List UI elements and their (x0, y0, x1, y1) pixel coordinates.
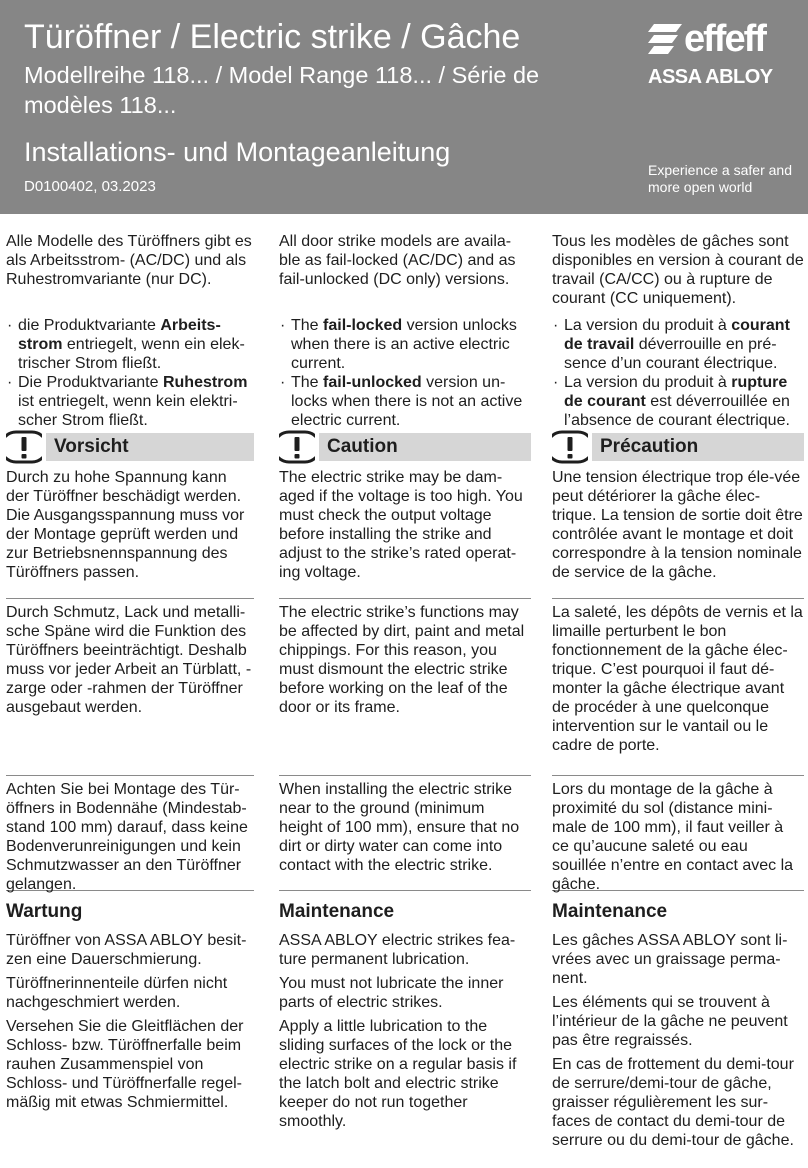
maintenance-text-3: Apply a little lubrication to the sliding surfaces of the lock or the electric strike on a regular basis if the latch bolt and electric strike keeper do not run together smoothly. (279, 1018, 517, 1130)
list-item: · Die Produktvariante Ruhestrom ist entriegelt, wenn kein elektri-scher Strom fließt. (6, 373, 254, 430)
maintenance-text-1: Les gâches ASSA ABLOY sont li-vrées avec un graissage perma-nent. (552, 932, 788, 987)
exclamation-warning-icon (552, 430, 588, 464)
maintenance-section (552, 890, 804, 1150)
warning-dirt-text: The electric strike’s functions may be affected by dirt, paint and metal chippings. For this reason, you must dismount the electric strike before working on the leaf of the door or its frame. (279, 598, 531, 765)
header-banner (0, 0, 808, 214)
intro-text: Tous les modèles de gâches sont disponibles en version à courant de travail (CA/CC) ou à rupture de courant (CC uniquement). (552, 233, 804, 307)
intro-text: All door strike models are availa-ble as fail-locked (AC/DC) and as fail-unlocked (DC only) versions. (279, 233, 516, 288)
ground-installation-text: When installing the electric strike near to the ground (minimum height of 100 mm), ensure that no dirt or dirty water can come into contact with the electric strike. (279, 775, 531, 890)
document-id: D0100402, 03.2023 (24, 178, 156, 195)
list-item: · The fail-unlocked version un-locks when there is not an active electric current. (279, 373, 531, 430)
ground-installation-text: Lors du montage de la gâche à proximité du sol (distance mini-male de 100 mm), il faut veiller à ce qu’aucune saleté ou eau souillée n’entre en contact avec la gâche. (552, 775, 804, 890)
warning-title: Caution (319, 433, 531, 461)
maintenance-text-2: Les éléments qui se trouvent à l’intérieur de la gâche ne peuvent pas être regraissés. (552, 994, 788, 1049)
warning-header (552, 430, 804, 464)
column-german (6, 232, 254, 1117)
variant-list (279, 316, 531, 429)
ground-installation-text: Achten Sie bei Montage des Tür-öffners in Bodennähe (Mindestab-stand 100 mm) darauf, dass keine Bodenverunreinigungen und kein Schmutzwasser an den Türöffner gelangen. (6, 775, 254, 890)
model-range-subtitle: Modellreihe 118... / Model Range 118... / Série de modèles 118... (24, 62, 540, 118)
maintenance-text-3: En cas de frottement du demi-tour de serrure/demi-tour de gâche, graisser régulièrement les sur-faces de contact du demi-tour de serrure ou du demi-tour de gâche. (552, 1056, 794, 1149)
effeff-assa-abloy-logo (648, 20, 788, 88)
document-title: Türöffner / Electric strike / Gâche (24, 18, 521, 56)
maintenance-text-2: You must not lubricate the inner parts of electric strikes. (279, 975, 504, 1011)
exclamation-warning-icon (279, 430, 315, 464)
warning-title: Vorsicht (46, 433, 254, 461)
maintenance-text-3: Versehen Sie die Gleitflächen der Schloss- bzw. Türöffnerfalle beim rauhen Zusammenspiel von Schloss- und Türöffnerfalle regel-mäßig mit etwas Schmiermittel. (6, 1018, 244, 1111)
logo-company-text: ASSA ABLOY (648, 66, 773, 88)
maintenance-text-1: Türöffner von ASSA ABLOY besit-zen eine Dauerschmierung. (6, 932, 247, 968)
installation-heading: Installations- und Montageanleitung (24, 137, 451, 167)
exclamation-warning-icon (6, 430, 42, 464)
warning-dirt-text: La saleté, les dépôts de vernis et la limaille perturbent le bon fonctionnement de la gâche élec-trique. C’est pourquoi il faut dé-monter la gâche électrique avant de procéder à une quelconque intervention sur le vantail ou le cadre de porte. (552, 598, 804, 765)
warning-voltage-text: Une tension électrique trop éle-vée peut détériorer la gâche élec-trique. La tension de sortie doit être contrôlée avant le montage et doit correspondre à la tension nominale de service de la gâche. (552, 469, 803, 581)
logo-brand-text: effeff (684, 18, 765, 60)
column-french (552, 232, 804, 1155)
maintenance-section (279, 890, 531, 1131)
maintenance-heading: Maintenance (279, 901, 395, 922)
list-item: · La version du produit à courant de travail déverrouille en pré-sence d’un courant électrique. (552, 316, 804, 373)
warning-dirt-text: Durch Schmutz, Lack und metalli-sche Späne wird die Funktion des Türöffners beeinträchtigt. Deshalb muss vor jeder Arbeit an Türblatt, -zarge oder -rahmen der Türöffner ausgebaut werden. (6, 598, 254, 765)
list-item: · The fail-locked version unlocks when there is an active electric current. (279, 316, 531, 373)
warning-title: Précaution (592, 433, 804, 461)
tagline: Experience a safer and more open world (648, 162, 792, 195)
list-item: · La version du produit à rupture de courant est déverrouillée en l’absence de courant électrique. (552, 373, 804, 430)
list-item: · die Produktvariante Arbeits-strom entriegelt, wenn ein elek-trischer Strom fließt. (6, 316, 254, 373)
variant-list (6, 316, 254, 429)
maintenance-text-1: ASSA ABLOY electric strikes fea-ture permanent lubrication. (279, 932, 516, 968)
column-english (279, 232, 531, 1136)
maintenance-section (6, 890, 254, 1112)
maintenance-heading: Maintenance (552, 901, 668, 922)
effeff-logo-icon (648, 24, 682, 54)
variant-list (552, 316, 804, 429)
warning-voltage-text: Durch zu hohe Spannung kann der Türöffner beschädigt werden. Die Ausgangsspannung muss vor der Montage geprüft werden und zur Betriebsnennspannung des Türöffners passen. (6, 469, 245, 581)
maintenance-heading: Wartung (6, 901, 83, 922)
maintenance-text-2: Türöffnerinnenteile dürfen nicht nachgeschmiert werden. (6, 975, 228, 1011)
warning-voltage-text: The electric strike may be dam-aged if the voltage is too high. You must check the output voltage before installing the strike and adjust to the strike’s rated operat-ing voltage. (279, 469, 523, 581)
warning-header (6, 430, 254, 464)
intro-text: Alle Modelle des Türöffners gibt es als Arbeitsstrom- (AC/DC) und als Ruhestromvariante (nur DC). (6, 233, 252, 288)
warning-header (279, 430, 531, 464)
